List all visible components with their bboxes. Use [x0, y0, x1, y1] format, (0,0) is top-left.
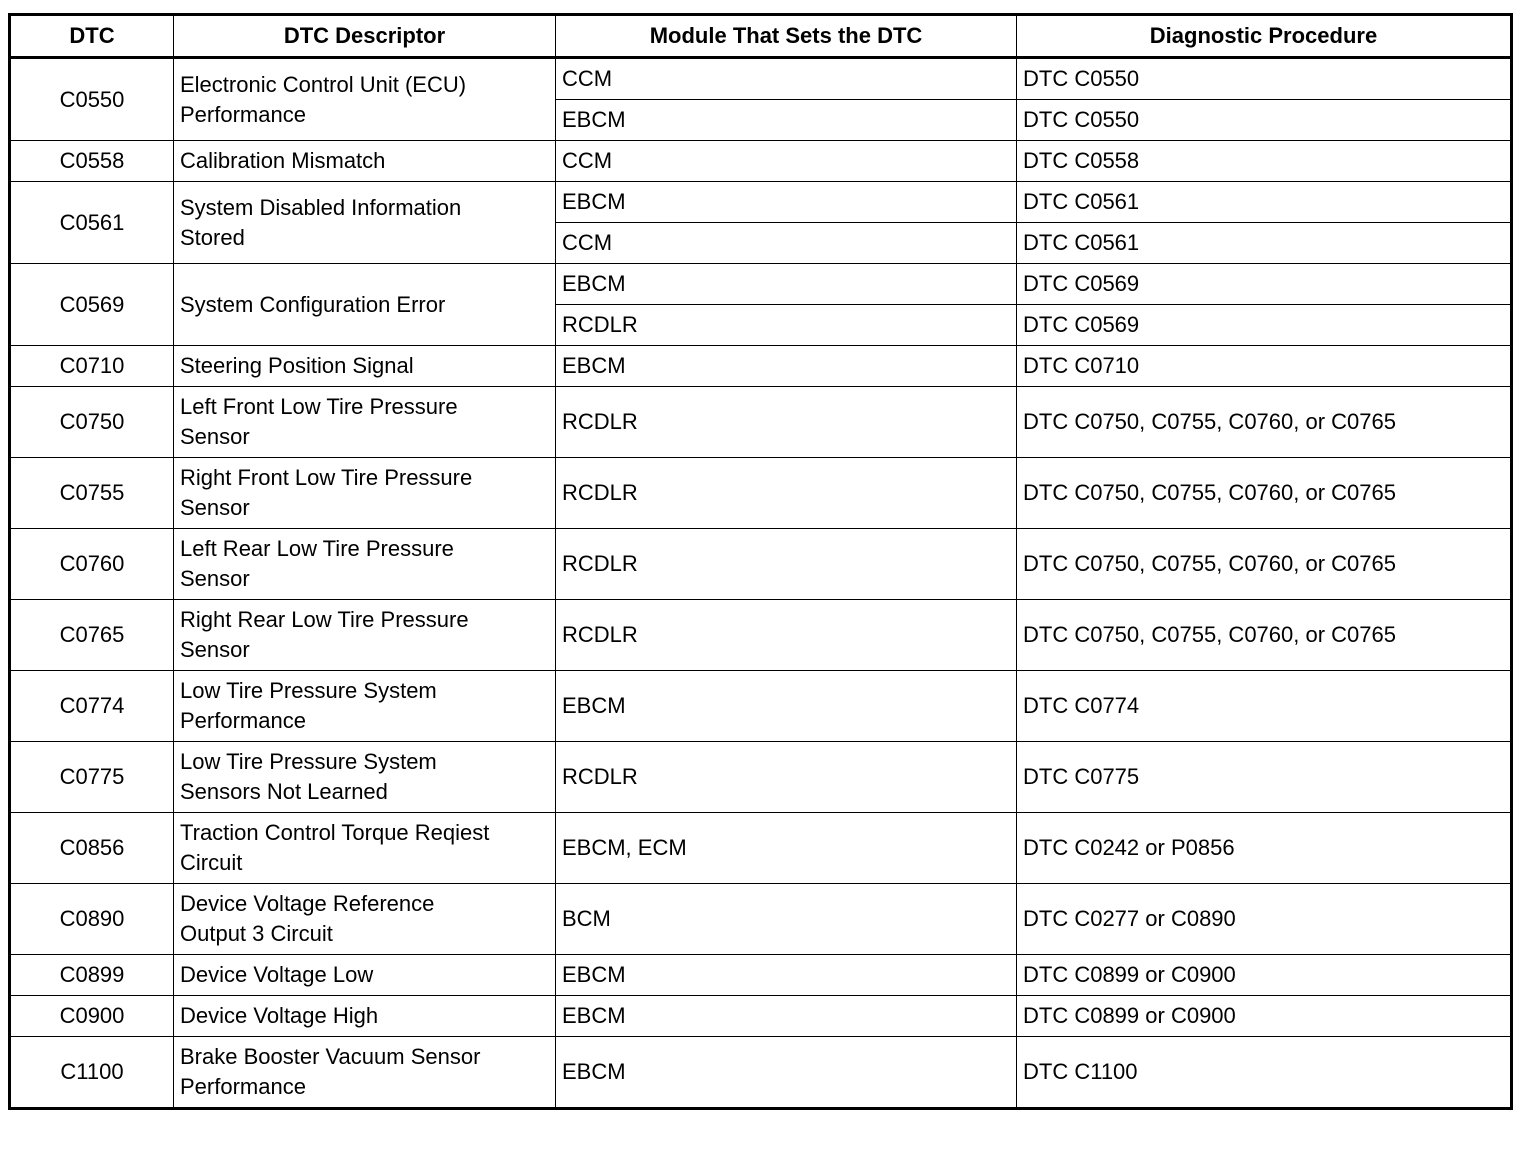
- module-cell: CCM: [556, 141, 1017, 182]
- dtc-code: C0899: [10, 955, 174, 996]
- dtc-code: C0561: [10, 182, 174, 264]
- module-cell: RCDLR: [556, 529, 1017, 600]
- table-row: [10, 996, 1512, 1037]
- procedure-cell: DTC C0899 or C0900: [1017, 955, 1512, 996]
- procedure-cell: DTC C0750, C0755, C0760, or C0765: [1017, 387, 1512, 458]
- table-row: [10, 387, 1512, 458]
- dtc-code: C0890: [10, 884, 174, 955]
- dtc-descriptor: Brake Booster Vacuum Sensor Performance: [174, 1037, 556, 1109]
- dtc-code: C1100: [10, 1037, 174, 1109]
- dtc-descriptor: Device Voltage Reference Output 3 Circuit: [174, 884, 556, 955]
- table-row: [10, 264, 1512, 305]
- module-cell: RCDLR: [556, 387, 1017, 458]
- dtc-code: C0856: [10, 813, 174, 884]
- module-cell: RCDLR: [556, 458, 1017, 529]
- module-cell: EBCM: [556, 346, 1017, 387]
- procedure-cell: DTC C0750, C0755, C0760, or C0765: [1017, 458, 1512, 529]
- table-row: [10, 58, 1512, 100]
- module-cell: BCM: [556, 884, 1017, 955]
- dtc-descriptor: Left Front Low Tire Pressure Sensor: [174, 387, 556, 458]
- dtc-descriptor: Right Rear Low Tire Pressure Sensor: [174, 600, 556, 671]
- dtc-descriptor: Calibration Mismatch: [174, 141, 556, 182]
- dtc-code: C0755: [10, 458, 174, 529]
- procedure-cell: DTC C0899 or C0900: [1017, 996, 1512, 1037]
- procedure-cell: DTC C0569: [1017, 305, 1512, 346]
- dtc-descriptor: Right Front Low Tire Pressure Sensor: [174, 458, 556, 529]
- dtc-descriptor: Device Voltage Low: [174, 955, 556, 996]
- procedure-cell: DTC C0569: [1017, 264, 1512, 305]
- module-cell: RCDLR: [556, 600, 1017, 671]
- header-descriptor: DTC Descriptor: [174, 15, 556, 58]
- dtc-descriptor: System Configuration Error: [174, 264, 556, 346]
- dtc-descriptor: Low Tire Pressure System Performance: [174, 671, 556, 742]
- procedure-cell: DTC C0550: [1017, 58, 1512, 100]
- header-module: Module That Sets the DTC: [556, 15, 1017, 58]
- module-cell: CCM: [556, 58, 1017, 100]
- table-row: [10, 1037, 1512, 1109]
- module-cell: EBCM: [556, 182, 1017, 223]
- table-row: [10, 141, 1512, 182]
- module-cell: EBCM: [556, 671, 1017, 742]
- header-dtc: DTC: [10, 15, 174, 58]
- module-cell: EBCM, ECM: [556, 813, 1017, 884]
- dtc-descriptor: Device Voltage High: [174, 996, 556, 1037]
- dtc-code: C0569: [10, 264, 174, 346]
- table-row: [10, 742, 1512, 813]
- table-row: [10, 182, 1512, 223]
- table-row: [10, 600, 1512, 671]
- table-row: [10, 346, 1512, 387]
- dtc-descriptor: Electronic Control Unit (ECU) Performance: [174, 58, 556, 141]
- procedure-cell: DTC C0550: [1017, 100, 1512, 141]
- procedure-cell: DTC C0242 or P0856: [1017, 813, 1512, 884]
- dtc-code: C0750: [10, 387, 174, 458]
- procedure-cell: DTC C0561: [1017, 182, 1512, 223]
- procedure-cell: DTC C0561: [1017, 223, 1512, 264]
- table-row: [10, 884, 1512, 955]
- module-cell: CCM: [556, 223, 1017, 264]
- table-row: [10, 458, 1512, 529]
- module-cell: EBCM: [556, 264, 1017, 305]
- dtc-code: C0765: [10, 600, 174, 671]
- module-cell: EBCM: [556, 1037, 1017, 1109]
- dtc-descriptor: Steering Position Signal: [174, 346, 556, 387]
- procedure-cell: DTC C0750, C0755, C0760, or C0765: [1017, 529, 1512, 600]
- header-procedure: Diagnostic Procedure: [1017, 15, 1512, 58]
- procedure-cell: DTC C1100: [1017, 1037, 1512, 1109]
- dtc-descriptor: System Disabled Information Stored: [174, 182, 556, 264]
- table-row: [10, 671, 1512, 742]
- dtc-code: C0900: [10, 996, 174, 1037]
- procedure-cell: DTC C0558: [1017, 141, 1512, 182]
- dtc-code: C0558: [10, 141, 174, 182]
- module-cell: EBCM: [556, 955, 1017, 996]
- table-row: [10, 529, 1512, 600]
- dtc-code: C0774: [10, 671, 174, 742]
- dtc-descriptor: Low Tire Pressure System Sensors Not Learned: [174, 742, 556, 813]
- dtc-table: [8, 13, 1513, 1110]
- dtc-code: C0550: [10, 58, 174, 141]
- dtc-code: C0760: [10, 529, 174, 600]
- table-row: [10, 813, 1512, 884]
- dtc-code: C0710: [10, 346, 174, 387]
- procedure-cell: DTC C0750, C0755, C0760, or C0765: [1017, 600, 1512, 671]
- module-cell: RCDLR: [556, 742, 1017, 813]
- dtc-code: C0775: [10, 742, 174, 813]
- procedure-cell: DTC C0774: [1017, 671, 1512, 742]
- dtc-descriptor: Traction Control Torque Reqiest Circuit: [174, 813, 556, 884]
- module-cell: EBCM: [556, 996, 1017, 1037]
- table-row: [10, 955, 1512, 996]
- procedure-cell: DTC C0277 or C0890: [1017, 884, 1512, 955]
- header-row: [10, 15, 1512, 58]
- procedure-cell: DTC C0710: [1017, 346, 1512, 387]
- dtc-descriptor: Left Rear Low Tire Pressure Sensor: [174, 529, 556, 600]
- module-cell: EBCM: [556, 100, 1017, 141]
- procedure-cell: DTC C0775: [1017, 742, 1512, 813]
- module-cell: RCDLR: [556, 305, 1017, 346]
